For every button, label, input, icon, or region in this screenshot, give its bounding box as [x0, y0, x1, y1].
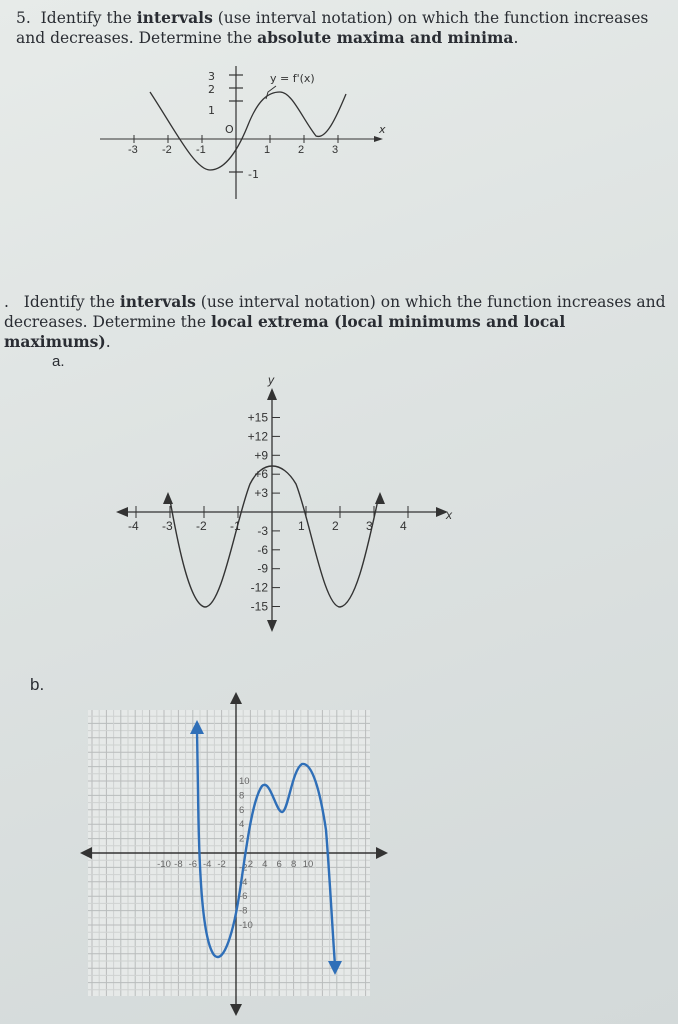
graph-2-x-tick-label: -3: [162, 519, 173, 533]
graph-2-y-arrow-down-icon: [267, 620, 277, 632]
graph-3: [80, 692, 388, 1016]
graph-1: [100, 66, 386, 199]
graph-3-x-tick-label: -6: [188, 859, 198, 870]
graph-3-x-tick-label: -8: [174, 859, 183, 870]
graph-2-y-tick-label: -3: [257, 523, 268, 538]
graph-1-origin-label: O: [225, 123, 234, 136]
graph-2-curve-arrow-left-icon: [163, 492, 173, 504]
graph-1-function-label: y = f'(x): [270, 72, 315, 85]
part-a-label: a.: [52, 353, 65, 370]
graph-3-y-tick-label: 10: [239, 776, 250, 787]
graph-2-y-tick-label: -9: [257, 561, 268, 576]
graph-1-x-tick-label: -1: [196, 144, 206, 156]
graph-3-x-tick-label: 2: [247, 859, 254, 870]
graph-3-y-tick-label: -6: [239, 891, 248, 903]
graph-3-y-tick-label: 8: [239, 790, 245, 802]
graph-2-y-tick-label: +6: [254, 467, 268, 482]
graph-1-y-label-2: 2: [208, 83, 215, 96]
graph-3-y-tick-label: 6: [239, 804, 245, 816]
graph-2-y-tick-label: -15: [250, 599, 268, 614]
question-6-number: .: [4, 293, 9, 311]
graph-2-x-tick-label: 3: [366, 519, 373, 533]
graph-2-x-tick-label: 1: [298, 519, 305, 533]
graph-1-x-label: x: [379, 123, 386, 136]
graph-3-x-arrow-left-icon: [80, 847, 92, 859]
graph-3-y-tick-label: -10: [239, 920, 253, 931]
graph-2-y-arrow-up-icon: [267, 388, 277, 400]
graph-2-x-tick-label: -4: [128, 519, 139, 533]
question-6-bold-b: local extrema (local minimums and local maximums): [4, 312, 566, 351]
graph-1-x-tick-label: -3: [128, 144, 138, 156]
graph-3-x-tick-label: 4: [262, 859, 268, 870]
graph-3-y-tick-label: 4: [239, 819, 245, 831]
question-5-text-a: Identify the: [40, 9, 137, 27]
graph-2-x-tick-label: -2: [196, 519, 207, 533]
graph-2: [116, 373, 453, 632]
graph-3-x-arrow-right-icon: [376, 847, 388, 859]
graph-1-y-label-1: 1: [208, 104, 215, 117]
graph-1-x-tick-label: 2: [298, 144, 305, 156]
question-6-bold-a: intervals: [119, 292, 196, 311]
graph-3-y-tick-label: -2: [239, 862, 248, 874]
graph-2-curve-arrow-right-icon: [375, 492, 385, 504]
graph-3-y-tick-label: -4: [239, 876, 248, 888]
graph-2-y-tick-label: -12: [250, 580, 268, 595]
question-6-text-c: .: [105, 333, 111, 351]
graph-3-x-tick-label: 6: [276, 859, 282, 870]
graph-3-y-tick-label: 2: [239, 833, 245, 845]
question-6-text-a: Identify the: [23, 293, 120, 311]
graph-2-x-arrow-left-icon: [116, 507, 128, 517]
graph-2-x-tick-label: -1: [230, 519, 241, 533]
question-5-bold-b: absolute maxima and minima: [257, 28, 514, 47]
graph-2-x-ticks: [128, 506, 408, 533]
graph-2-y-tick-label: +12: [247, 429, 268, 444]
graph-1-x-tick-label: -2: [162, 144, 172, 156]
graph-2-y-tick-label: +9: [254, 448, 268, 463]
question-5-number: 5.: [16, 9, 31, 27]
graph-1-x-tick-label: 1: [264, 144, 271, 156]
graph-1-y-label-neg1: -1: [248, 168, 259, 181]
graph-1-x-ticks: [128, 135, 338, 156]
graph-2-x-tick-label: 2: [332, 519, 339, 533]
graph-1-curve: [150, 92, 346, 170]
part-b-label: b.: [30, 675, 45, 694]
question-5-bold-a: intervals: [136, 8, 213, 27]
graph-3-y-tick-label: -8: [239, 905, 248, 917]
graph-2-y-label: y: [268, 373, 274, 387]
graph-2-y-tick-label: +15: [247, 410, 268, 425]
graph-2-x-tick-label: 4: [400, 519, 407, 533]
graph-3-x-tick-label: 10: [302, 859, 314, 870]
graph-1-x-arrow-icon: [374, 136, 383, 142]
graph-1-x-tick-label: 3: [332, 144, 339, 156]
graph-1-y-label-3: 3: [208, 70, 215, 83]
question-6-text-b: (use interval notation) on which the function increases and decreases. Determine the: [4, 293, 666, 331]
graph-3-x-tick-label: -2: [217, 859, 226, 870]
graph-3-y-arrow-down-icon: [230, 1004, 242, 1016]
graph-2-y-tick-label: -6: [257, 542, 268, 557]
graph-2-curve: [170, 466, 378, 607]
graph-3-x-tick-label: -4: [202, 859, 212, 870]
graph-3-y-arrow-up-icon: [230, 692, 242, 704]
question-5-text-c: .: [513, 29, 519, 47]
graph-2-y-tick-label: +3: [254, 486, 268, 501]
question-5-text-b: (use interval notation) on which the function increases and decreases. Determine the: [16, 9, 649, 47]
graph-3-x-tick-label: -10: [157, 859, 171, 870]
graph-3-x-tick-label: 8: [290, 859, 297, 870]
graph-2-x-label: x: [446, 508, 452, 522]
